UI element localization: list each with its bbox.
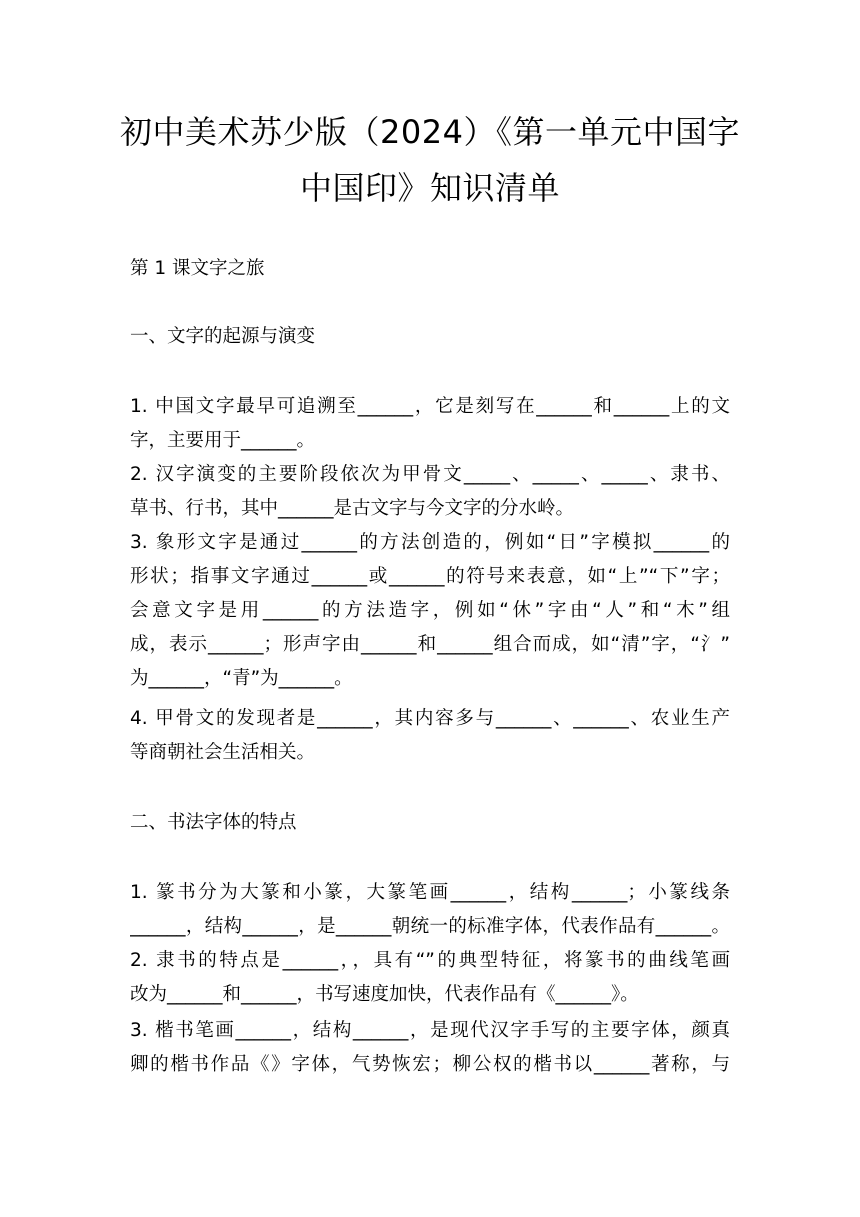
text-line: 3. 楷书笔画______，结构______，是现代汉字手写的主要字体，颜真 bbox=[130, 1020, 730, 1041]
document-title-line-1: 初中美术苏少版（2024）《第一单元中国字 bbox=[120, 113, 740, 151]
text-line: 改为______和______，书写速度加快，代表作品有《______》。 bbox=[130, 984, 639, 1005]
text-line: 2. 汉字演变的主要阶段依次为甲骨文_____、_____、_____、隶书、 bbox=[130, 464, 730, 485]
text-line: 3. 象形文字是通过______的方法创造的，例如“日”字模拟______的 bbox=[130, 532, 730, 553]
section-heading-calligraphy: 二、书法字体的特点 bbox=[130, 812, 297, 833]
text-line: 1. 篆书分为大篆和小篆，大篆笔画______，结构______；小篆线条 bbox=[130, 882, 730, 903]
text-line: 卿的楷书作品《》字体，气势恢宏；柳公权的楷书以______著称，与 bbox=[130, 1054, 730, 1075]
text-line: 草书、行书，其中______是古文字与今文字的分水岭。 bbox=[130, 498, 575, 519]
text-line: 会意文字是用______的方法造字，例如“休”字由“人”和“木”组 bbox=[130, 600, 730, 621]
text-line: 1. 中国文字最早可追溯至______，它是刻写在______和______上的文 bbox=[130, 396, 730, 417]
text-line: 为______，“青”为______。 bbox=[130, 668, 353, 689]
text-line: 2. 隶书的特点是______，，具有“”的典型特征，将篆书的曲线笔画 bbox=[130, 950, 730, 971]
text-line: 字，主要用于______。 bbox=[130, 430, 316, 451]
section-heading-origin: 一、文字的起源与演变 bbox=[130, 326, 316, 347]
lesson-heading: 第 1 课文字之旅 bbox=[130, 258, 265, 279]
text-line: 4. 甲骨文的发现者是______，其内容多与______、______、农业生产 bbox=[130, 708, 730, 729]
text-line: 等商朝社会生活相关。 bbox=[130, 742, 316, 763]
document-title-line-2: 中国印》知识清单 bbox=[299, 169, 560, 207]
text-line: ______，结构______，是______朝统一的标准字体，代表作品有______。 bbox=[130, 916, 730, 937]
text-line: 形状；指事文字通过______或______的符号来表意，如“上”“下”字； bbox=[130, 566, 730, 587]
text-line: 成，表示______；形声字由______和______组合而成，如“清”字，“氵” bbox=[130, 634, 730, 655]
